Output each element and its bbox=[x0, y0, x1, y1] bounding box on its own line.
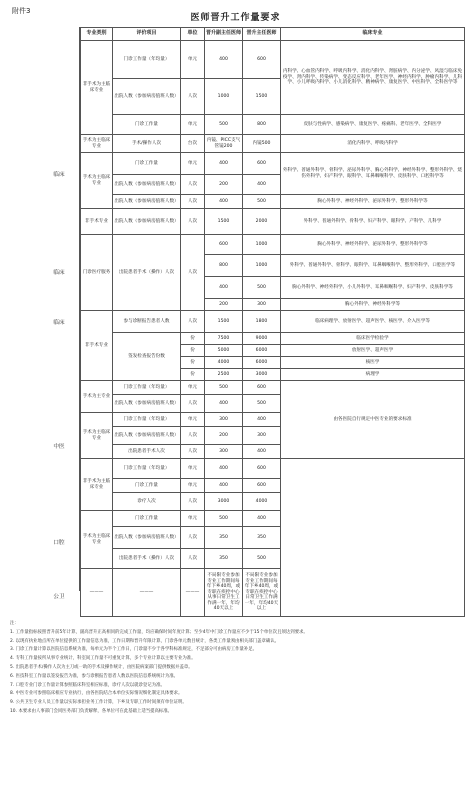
note-line: 6. 医技科室工作量以签发报告为准，参与诊断报告患者人数以医院信息系统统计为准。 bbox=[10, 673, 179, 679]
unit-cell: 台次 bbox=[181, 135, 205, 153]
workload-table bbox=[80, 27, 465, 617]
unit-cell: 单元 bbox=[181, 41, 205, 79]
table-row bbox=[81, 41, 465, 79]
deputy-cell: 500 bbox=[205, 511, 243, 527]
deputy-cell: 2500 bbox=[205, 369, 243, 381]
eval-cell: 出院患者手术（操作）人次 bbox=[113, 549, 181, 569]
deputy-cell: 不局限专业参加专业工作期间每年下乡40周，或专职在疾控中心从事日常卫生工作满一年，年均40天以上 bbox=[205, 569, 243, 617]
unit-cell: 份 bbox=[181, 333, 205, 345]
subgroup-cell: 非手术专业 bbox=[81, 311, 113, 381]
note-line: 1. 工作量指标按照晋升前5年计算，副高晋升正高相同的完成工作量，均应确保时间年度计算；至少4年中门诊工作量应不少于15个单位次且须达到要求。 bbox=[10, 629, 308, 635]
deputy-cell: 400 bbox=[205, 277, 243, 299]
deputy-cell: 3000 bbox=[205, 493, 243, 511]
unit-cell: 份 bbox=[181, 369, 205, 381]
specialty-cell: 胸心外科学、神经外科学、小儿外科学、耳鼻咽喉科学、妇产科学、皮肤科学等 bbox=[281, 277, 465, 299]
unit-cell: 单元 bbox=[181, 381, 205, 395]
deputy-cell: 400 bbox=[205, 41, 243, 79]
deputy-cell: 500 bbox=[205, 381, 243, 395]
chief-cell: 600 bbox=[243, 153, 281, 175]
eval-cell: 签发检查报告份数 bbox=[113, 333, 181, 381]
note-line: 7. 口腔专业门诊工作量计算参照临床科室相应标准，诊疗人次以就诊登记为准。 bbox=[10, 682, 165, 688]
table-row bbox=[81, 381, 465, 395]
eval-cell: 门诊工作量（年均量） bbox=[113, 459, 181, 479]
unit-cell: 单元 bbox=[181, 459, 205, 479]
unit-cell: 人次 bbox=[181, 493, 205, 511]
table-row bbox=[81, 333, 465, 345]
subgroup-cell: 手术为主临床专业 bbox=[81, 135, 113, 153]
unit-cell: 人次 bbox=[181, 427, 205, 445]
specialty-cell: 外科学、普通外科学、骨科学、妇产科学、眼科学、产科学、儿科学 bbox=[281, 209, 465, 235]
deputy-cell: 350 bbox=[205, 549, 243, 569]
unit-cell: 人次 bbox=[181, 175, 205, 195]
header-unit: 单位 bbox=[181, 28, 205, 41]
note-line: 注： bbox=[10, 621, 19, 626]
chief-cell: 3000 bbox=[243, 369, 281, 381]
unit-cell: 人次 bbox=[181, 395, 205, 413]
annex-label: 附件3 bbox=[12, 7, 31, 15]
specialty-cell: 消化内科学、呼吸内科学 bbox=[281, 135, 465, 153]
specialty-cell: 外科学、普通外科学、骨科学、眼科学、耳鼻咽喉科学、整形外科学、口腔医学等 bbox=[281, 255, 465, 277]
subgroup-cell: 手术为主临床专业 bbox=[81, 511, 113, 569]
deputy-cell: 400 bbox=[205, 479, 243, 493]
eval-cell: 门诊工作量 bbox=[113, 479, 181, 493]
unit-cell: 人次 bbox=[181, 195, 205, 209]
eval-cell: 门诊工作量（年均量） bbox=[113, 413, 181, 427]
chief-cell: 6000 bbox=[243, 345, 281, 357]
chief-cell: 500 bbox=[243, 549, 281, 569]
unit-cell: 份 bbox=[181, 345, 205, 357]
eval-cell: 出院患者手术人次 bbox=[113, 445, 181, 459]
chief-cell: 1800 bbox=[243, 311, 281, 333]
specialty-cell: 临床医学检验学 bbox=[281, 333, 465, 345]
deputy-cell: 400 bbox=[205, 459, 243, 479]
note-line: 8. 中医专业可参照临床相应专业执行，由各医院结合本单位实际情况细化制定具体要求。 bbox=[10, 691, 183, 697]
chief-cell: 600 bbox=[243, 41, 281, 79]
deputy-cell: 600 bbox=[205, 235, 243, 255]
deputy-cell: 200 bbox=[205, 427, 243, 445]
specialty-cell: 外科学、普通外科学、骨科学、泌尿外科学、胸心外科学、神经外科学、整形外科学、烧伤外科学、妇产科学、眼科学、耳鼻咽喉科学、皮肤科学、口腔科学等 bbox=[281, 153, 465, 195]
note-line: 3. 门诊工作量计算以医院信息系统为准，每单元为半个工作日，门诊量不少于各学科标准规定，不足部分可由病房工作量补足。 bbox=[10, 647, 258, 653]
specialty-cell: 胸心外科学、神经外科学、泌尿外科学、整形外科学等 bbox=[281, 195, 465, 209]
deputy-cell: 400 bbox=[205, 153, 243, 175]
header-chief: 晋升主任医师 bbox=[243, 28, 281, 41]
table-row bbox=[81, 235, 465, 255]
chief-cell: 400 bbox=[243, 413, 281, 427]
eval-cell: 出院人数（参加病房值班人数） bbox=[113, 427, 181, 445]
unit-cell: 单元 bbox=[181, 479, 205, 493]
deputy-cell: 200 bbox=[205, 299, 243, 311]
unit-cell: 人次 bbox=[181, 79, 205, 115]
subgroup-cell: 非手术为主临床专业 bbox=[81, 41, 113, 135]
eval-cell: 门诊工作量 bbox=[113, 153, 181, 175]
specialty-cell: 皮肤与性病学、感染病学、康复医学、疼痛科、老年医学、全科医学 bbox=[281, 115, 465, 135]
table-row bbox=[81, 195, 465, 209]
eval-cell: 参与诊断报告患者人数 bbox=[113, 311, 181, 333]
outer-group-label: 临床 bbox=[53, 270, 65, 276]
chief-cell: 800 bbox=[243, 115, 281, 135]
specialty-cell: 核医学 bbox=[281, 357, 465, 369]
specialty-cell: 临床病理学、放射医学、超声医学、核医学、介入医学等 bbox=[281, 311, 465, 333]
eval-cell: 手术/操作人次 bbox=[113, 135, 181, 153]
specialty-cell: 放射医学、超声医学 bbox=[281, 345, 465, 357]
specialty-cell: 胸心外科学、神经外科学等 bbox=[281, 299, 465, 311]
table-row bbox=[81, 311, 465, 333]
header-eval: 评价项目 bbox=[113, 28, 181, 41]
deputy-cell: 300 bbox=[205, 445, 243, 459]
note-line: 10. 本要求由人事部门会同医务部门负责解释，各单位可在此基础上适当提高标准。 bbox=[10, 708, 173, 714]
table-header-row bbox=[81, 28, 465, 41]
chief-cell: 600 bbox=[243, 459, 281, 479]
specialty-cell: 病理学 bbox=[281, 369, 465, 381]
eval-cell: 出院人数（参加病房值班人数） bbox=[113, 527, 181, 549]
subgroup-cell: 非手术为主临床专业 bbox=[81, 459, 113, 511]
eval-cell: 出院人数（参加病房值班人数） bbox=[113, 209, 181, 235]
unit-cell: 单元 bbox=[181, 115, 205, 135]
chief-cell: 6000 bbox=[243, 357, 281, 369]
deputy-cell: 300 bbox=[205, 413, 243, 427]
eval-cell: 诊疗人次 bbox=[113, 493, 181, 511]
deputy-cell: 500 bbox=[205, 115, 243, 135]
deputy-cell: 400 bbox=[205, 195, 243, 209]
table-row bbox=[81, 135, 465, 153]
chief-cell: 9000 bbox=[243, 333, 281, 345]
notes-section bbox=[10, 620, 464, 717]
table-row bbox=[81, 459, 465, 479]
chief-cell: 300 bbox=[243, 427, 281, 445]
subgroup-cell: 非手术专业 bbox=[81, 209, 113, 235]
unit-cell: ——— bbox=[181, 569, 205, 617]
eval-cell: 出院人数（参加病房值班人数） bbox=[113, 195, 181, 209]
unit-cell: 单元 bbox=[181, 511, 205, 527]
deputy-cell: 350 bbox=[205, 527, 243, 549]
page-title: 医师晋升工作量要求 bbox=[190, 13, 281, 23]
specialty-cell: 由各医院自行规定中医专业的要求标准 bbox=[281, 381, 465, 459]
eval-cell: 门诊工作量（年均量） bbox=[113, 381, 181, 395]
note-line: 4. 专科工作量按所从事专业统计，科室间工作量不可重复计算，多个专业计算以主要专业为准。 bbox=[10, 656, 196, 662]
subgroup-cell: 手术为主临床专业 bbox=[81, 153, 113, 209]
header-deputy: 晋升副主任医师 bbox=[205, 28, 243, 41]
chief-cell: 400 bbox=[243, 445, 281, 459]
unit-cell: 人次 bbox=[181, 527, 205, 549]
outer-group-label: 临床 bbox=[53, 320, 65, 326]
deputy-cell: 4000 bbox=[205, 357, 243, 369]
deputy-cell: 7500 bbox=[205, 333, 243, 345]
chief-cell: 1500 bbox=[243, 79, 281, 115]
eval-cell: 门诊工作量 bbox=[113, 511, 181, 527]
subgroup-cell: 门诊医疗服务 bbox=[81, 235, 113, 311]
specialty-cell bbox=[281, 459, 465, 617]
table-row bbox=[81, 153, 465, 175]
outer-group-label: 口腔 bbox=[53, 540, 65, 546]
chief-cell: 400 bbox=[243, 175, 281, 195]
unit-cell: 人次 bbox=[181, 209, 205, 235]
outer-group-label: 临床 bbox=[53, 172, 65, 178]
table-row bbox=[81, 115, 465, 135]
chief-cell: 500 bbox=[243, 395, 281, 413]
unit-cell: 单元 bbox=[181, 153, 205, 175]
chief-cell: 内镜500 bbox=[243, 135, 281, 153]
eval-cell: ——— bbox=[81, 569, 113, 617]
chief-cell: 600 bbox=[243, 479, 281, 493]
deputy-cell: 200 bbox=[205, 175, 243, 195]
unit-cell: 人次 bbox=[181, 235, 205, 311]
chief-cell: 2000 bbox=[243, 209, 281, 235]
chief-cell: 300 bbox=[243, 299, 281, 311]
note-line: 2. 以现有执业地点所在单位提供的工作量信息为准，工作日期和晋升年限计算，门诊各单元数目统计，各类工作量须由相关部门盖章确认。 bbox=[10, 638, 280, 644]
outer-group-label: 公卫 bbox=[53, 594, 65, 600]
deputy-cell: 内镜、PICC支气管镜200 bbox=[205, 135, 243, 153]
unit-cell: 人次 bbox=[181, 549, 205, 569]
chief-cell: 600 bbox=[243, 381, 281, 395]
chief-cell: 500 bbox=[243, 195, 281, 209]
header-specialty: 临床专业 bbox=[281, 28, 465, 41]
deputy-cell: 1500 bbox=[205, 311, 243, 333]
header-category: 专业类别 bbox=[81, 28, 113, 41]
eval-cell: 出院人数（参加病房值班人数） bbox=[113, 79, 181, 115]
eval-cell: 门诊工作量（年均量） bbox=[113, 41, 181, 79]
chief-cell: 1000 bbox=[243, 235, 281, 255]
chief-cell: 1000 bbox=[243, 255, 281, 277]
subgroup-cell: 手术为主专业 bbox=[81, 381, 113, 413]
chief-cell: 500 bbox=[243, 277, 281, 299]
table-row bbox=[81, 209, 465, 235]
unit-cell: 人次 bbox=[181, 311, 205, 333]
subgroup-cell: 手术为主临床专业 bbox=[81, 413, 113, 459]
eval-cell: 出院患者手术（操作）人次 bbox=[113, 235, 181, 311]
eval-cell: 出院人数（参加病房值班人数） bbox=[113, 175, 181, 195]
eval-cell: 门诊工作量 bbox=[113, 115, 181, 135]
deputy-cell: 800 bbox=[205, 255, 243, 277]
unit-cell: 份 bbox=[181, 357, 205, 369]
unit-cell: 单元 bbox=[181, 413, 205, 427]
deputy-cell: 400 bbox=[205, 395, 243, 413]
deputy-cell: 1000 bbox=[205, 79, 243, 115]
specialty-cell: 胸心外科学、神经外科学、泌尿外科学、整形外科学等 bbox=[281, 235, 465, 255]
eval-cell: ——— bbox=[113, 569, 181, 617]
specialty-cell: 内科学、心血管内科学、呼吸内科学、消化内科学、肾脏病学、内分泌学、风湿与临床免疫学、肾内科学、传染病学、变态反应科学、老年医学、神经内科学、肿瘤内科学、儿科学、小儿呼吸内科学、小儿消化科学、精神病学、康复医学、中医科学、全科医学等 bbox=[281, 41, 465, 115]
chief-cell: 350 bbox=[243, 527, 281, 549]
note-line: 9. 公共卫生专业人员工作量以实际承担业务工作计算，下乡及专职工作时间须有单位证明。 bbox=[10, 700, 187, 706]
eval-cell: 出院人数（参加病房值班人数） bbox=[113, 395, 181, 413]
unit-cell: 人次 bbox=[181, 445, 205, 459]
chief-cell: 不局限专业参加专业工作期间每年下乡40周，或专职在疾控中心日常卫生工作满一年，年均40天以上 bbox=[243, 569, 281, 617]
chief-cell: 400 bbox=[243, 511, 281, 527]
outer-group-label: 中医 bbox=[53, 444, 65, 450]
deputy-cell: 5000 bbox=[205, 345, 243, 357]
note-line: 5. 出院患者手术/操作人次为主刀或一助的手术及操作统计，由医院病案部门提供数据并盖章。 bbox=[10, 664, 193, 670]
deputy-cell: 1500 bbox=[205, 209, 243, 235]
chief-cell: 4000 bbox=[243, 493, 281, 511]
